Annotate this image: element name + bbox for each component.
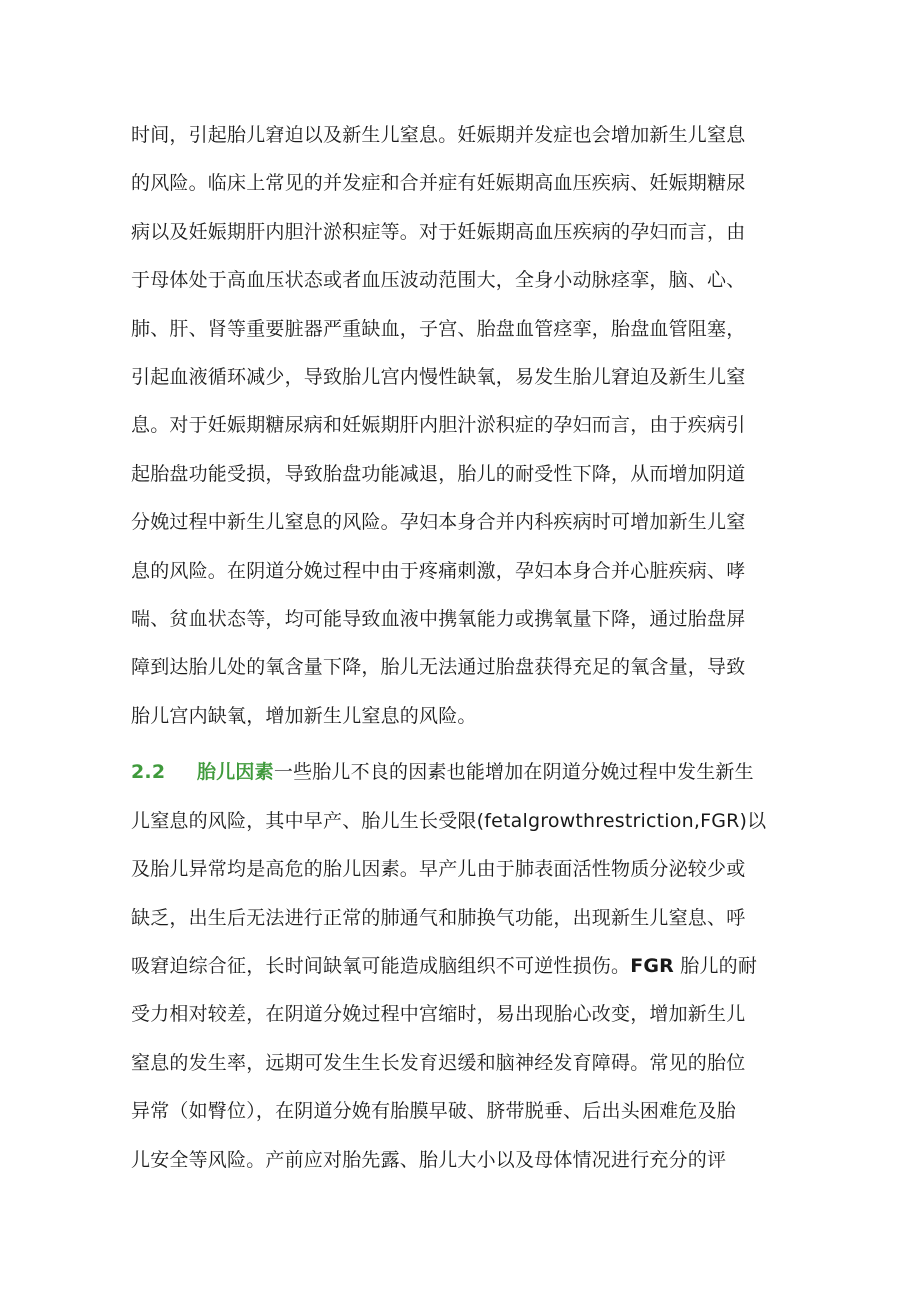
- paragraph-maternal-factors: [131, 111, 791, 740]
- text-line: 异常（如臀位），在阴道分娩有胎膜早破、脐带脱垂、后出头困难危及胎: [131, 1100, 736, 1123]
- section-heading-line: [131, 748, 791, 796]
- section-first-line-text: 一些胎儿不良的因素也能增加在阴道分娩过程中发生新生: [273, 761, 754, 784]
- text-line: 病以及妊娠期肝内胆汁淤积症等。对于妊娠期高血压疾病的孕妇而言，由: [131, 220, 746, 243]
- text-line: 儿窒息的风险，其中早产、胎儿生长受限(fetalgrowthrestriction,FGR)以: [131, 809, 767, 832]
- text-line: 肺、肝、肾等重要脏器严重缺血，子宫、胎盘血管痉挛，胎盘血管阻塞，: [131, 317, 746, 340]
- section-title: 胎儿因素: [197, 761, 274, 784]
- text-segment: 吸窘迫综合征，长时间缺氧可能造成脑组织不可逆性损伤。: [131, 954, 631, 977]
- paragraph-spacer: [131, 740, 791, 748]
- text-line: 受力相对较差，在阴道分娩过程中宫缩时，易出现胎心改变，增加新生儿: [131, 1003, 746, 1026]
- section-number: 2.2: [131, 761, 166, 784]
- text-segment: 胎儿的耐: [674, 954, 758, 977]
- text-line: 及胎儿异常均是高危的胎儿因素。早产儿由于肺表面活性物质分泌较少或: [131, 858, 746, 881]
- text-line: 时间，引起胎儿窘迫以及新生儿窒息。妊娠期并发症也会增加新生儿窒息: [131, 124, 746, 146]
- text-line: 胎儿宫内缺氧，增加新生儿窒息的风险。: [131, 704, 477, 727]
- text-line: 障到达胎儿处的氧含量下降，胎儿无法通过胎盘获得充足的氧含量，导致: [131, 656, 746, 679]
- text-line: 喘、贫血状态等，均可能导致血液中携氧能力或携氧量下降，通过胎盘屏: [131, 608, 746, 631]
- text-line: 儿安全等风险。产前应对胎先露、胎儿大小以及母体情况进行充分的评: [131, 1148, 727, 1171]
- text-line: 分娩过程中新生儿窒息的风险。孕妇本身合并内科疾病时可增加新生儿窒: [131, 511, 746, 534]
- text-line: 的风险。临床上常见的并发症和合并症有妊娠期高血压疾病、妊娠期糖尿: [131, 172, 746, 195]
- fgr-abbreviation: FGR: [630, 954, 675, 977]
- text-line: 起胎盘功能受损，导致胎盘功能减退，胎儿的耐受性下降，从而增加阴道: [131, 462, 746, 485]
- text-line: 于母体处于高血压状态或者血压波动范围大，全身小动脉痉挛，脑、心、: [131, 269, 746, 292]
- text-line: 引起血液循环减少，导致胎儿宫内慢性缺氧，易发生胎儿窘迫及新生儿窒: [131, 366, 746, 389]
- document-body: [131, 111, 791, 1184]
- fgr-line: [131, 942, 791, 990]
- text-line: 缺乏，出生后无法进行正常的肺通气和肺换气功能，出现新生儿窒息、呼: [131, 906, 746, 929]
- text-line: 息。对于妊娠期糖尿病和妊娠期肝内胆汁淤积症的孕妇而言，由于疾病引: [131, 414, 746, 437]
- section-fetal-factors: [131, 748, 791, 1184]
- text-line: 窒息的发生率，远期可发生生长发育迟缓和脑神经发育障碍。常见的胎位: [131, 1051, 746, 1074]
- text-line: 息的风险。在阴道分娩过程中由于疼痛刺激，孕妇本身合并心脏疾病、哮: [131, 559, 746, 582]
